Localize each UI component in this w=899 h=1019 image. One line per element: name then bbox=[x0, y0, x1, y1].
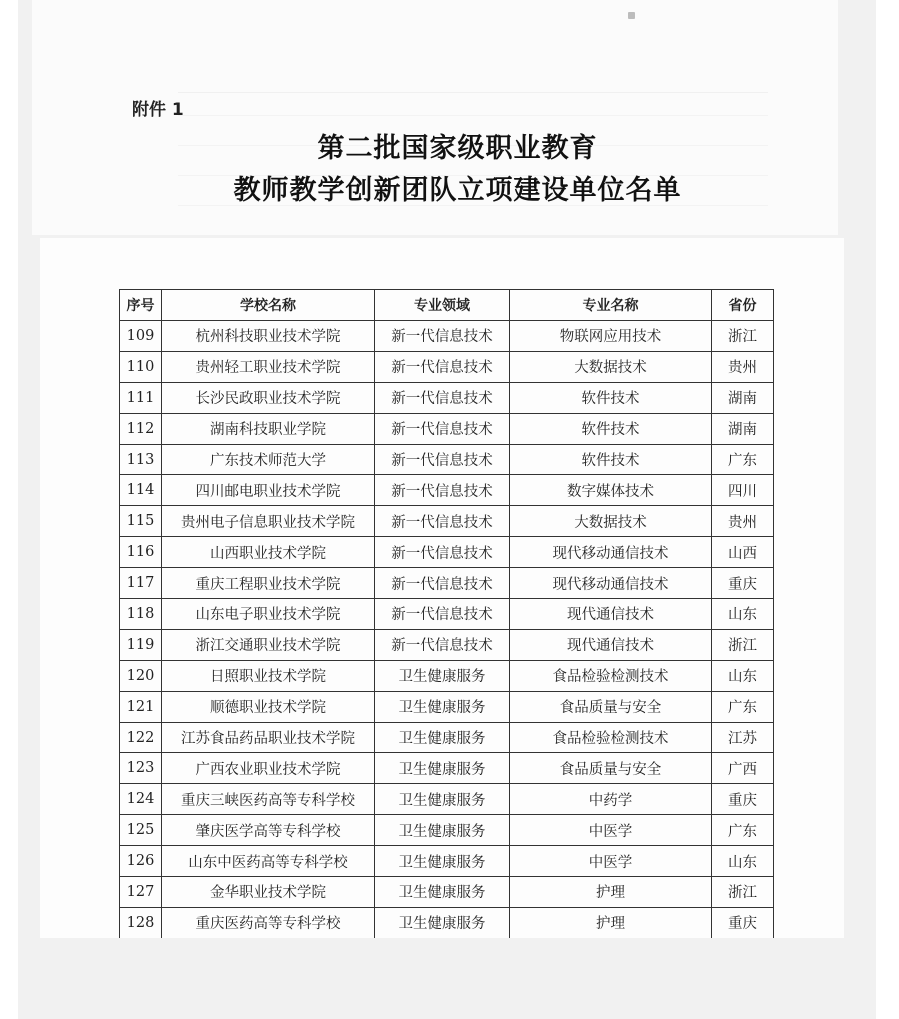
cell-index: 125 bbox=[120, 815, 162, 846]
cell-index: 119 bbox=[120, 629, 162, 660]
table-row bbox=[120, 629, 774, 660]
cell-index: 122 bbox=[120, 722, 162, 753]
cell-field: 新一代信息技术 bbox=[375, 475, 510, 506]
cell-school: 贵州轻工职业技术学院 bbox=[162, 351, 375, 382]
header-field: 专业领域 bbox=[375, 290, 510, 321]
cell-index: 120 bbox=[120, 660, 162, 691]
unit-list-table bbox=[119, 289, 774, 939]
cell-school: 山西职业技术学院 bbox=[162, 537, 375, 568]
cell-province: 山西 bbox=[712, 537, 774, 568]
cell-field: 新一代信息技术 bbox=[375, 413, 510, 444]
attachment-label: 附件 1 bbox=[132, 100, 184, 120]
cell-field: 卫生健康服务 bbox=[375, 846, 510, 877]
table-row bbox=[120, 691, 774, 722]
cell-major: 物联网应用技术 bbox=[510, 321, 712, 352]
cell-field: 卫生健康服务 bbox=[375, 815, 510, 846]
cell-index: 113 bbox=[120, 444, 162, 475]
cell-index: 115 bbox=[120, 506, 162, 537]
cell-province: 浙江 bbox=[712, 877, 774, 908]
table-row bbox=[120, 351, 774, 382]
table-row bbox=[120, 568, 774, 599]
table-row bbox=[120, 753, 774, 784]
cell-major: 食品质量与安全 bbox=[510, 753, 712, 784]
cell-school: 金华职业技术学院 bbox=[162, 877, 375, 908]
table-row bbox=[120, 382, 774, 413]
cell-school: 杭州科技职业技术学院 bbox=[162, 321, 375, 352]
cell-major: 现代通信技术 bbox=[510, 629, 712, 660]
cell-field: 卫生健康服务 bbox=[375, 722, 510, 753]
cell-school: 广西农业职业技术学院 bbox=[162, 753, 375, 784]
cell-field: 新一代信息技术 bbox=[375, 537, 510, 568]
page-bottom-margin bbox=[40, 938, 844, 1019]
table-row bbox=[120, 815, 774, 846]
table-row bbox=[120, 537, 774, 568]
table-row bbox=[120, 660, 774, 691]
table-row bbox=[120, 846, 774, 877]
cell-major: 食品检验检测技术 bbox=[510, 660, 712, 691]
cell-province: 重庆 bbox=[712, 784, 774, 815]
cell-field: 卫生健康服务 bbox=[375, 660, 510, 691]
cell-major: 中医学 bbox=[510, 846, 712, 877]
cell-school: 重庆三峡医药高等专科学校 bbox=[162, 784, 375, 815]
cell-index: 123 bbox=[120, 753, 162, 784]
cell-province: 广东 bbox=[712, 444, 774, 475]
cell-school: 广东技术师范大学 bbox=[162, 444, 375, 475]
cell-field: 新一代信息技术 bbox=[375, 321, 510, 352]
table-row bbox=[120, 784, 774, 815]
table-body bbox=[120, 321, 774, 939]
cell-major: 中药学 bbox=[510, 784, 712, 815]
cell-index: 111 bbox=[120, 382, 162, 413]
cell-field: 新一代信息技术 bbox=[375, 599, 510, 630]
cell-field: 卫生健康服务 bbox=[375, 691, 510, 722]
cell-major: 食品质量与安全 bbox=[510, 691, 712, 722]
table-header-row bbox=[120, 290, 774, 321]
cell-field: 卫生健康服务 bbox=[375, 907, 510, 938]
cell-province: 四川 bbox=[712, 475, 774, 506]
cell-school: 四川邮电职业技术学院 bbox=[162, 475, 375, 506]
cell-province: 广西 bbox=[712, 753, 774, 784]
table-row bbox=[120, 321, 774, 352]
cell-major: 现代移动通信技术 bbox=[510, 568, 712, 599]
cell-province: 贵州 bbox=[712, 351, 774, 382]
cell-major: 数字媒体技术 bbox=[510, 475, 712, 506]
cell-province: 浙江 bbox=[712, 629, 774, 660]
cell-province: 广东 bbox=[712, 815, 774, 846]
cell-index: 126 bbox=[120, 846, 162, 877]
cell-major: 软件技术 bbox=[510, 413, 712, 444]
cell-index: 118 bbox=[120, 599, 162, 630]
cell-province: 湖南 bbox=[712, 413, 774, 444]
cell-major: 食品检验检测技术 bbox=[510, 722, 712, 753]
cell-school: 长沙民政职业技术学院 bbox=[162, 382, 375, 413]
cell-major: 现代通信技术 bbox=[510, 599, 712, 630]
cell-school: 山东电子职业技术学院 bbox=[162, 599, 375, 630]
header-major: 专业名称 bbox=[510, 290, 712, 321]
table-row bbox=[120, 444, 774, 475]
cell-province: 山东 bbox=[712, 660, 774, 691]
header-school: 学校名称 bbox=[162, 290, 375, 321]
cell-index: 127 bbox=[120, 877, 162, 908]
table-row bbox=[120, 475, 774, 506]
cell-field: 卫生健康服务 bbox=[375, 753, 510, 784]
cell-field: 新一代信息技术 bbox=[375, 629, 510, 660]
cell-index: 109 bbox=[120, 321, 162, 352]
cell-school: 山东中医药高等专科学校 bbox=[162, 846, 375, 877]
scan-mark bbox=[628, 12, 635, 19]
cell-index: 128 bbox=[120, 907, 162, 938]
cell-school: 重庆医药高等专科学校 bbox=[162, 907, 375, 938]
cell-index: 116 bbox=[120, 537, 162, 568]
cell-school: 浙江交通职业技术学院 bbox=[162, 629, 375, 660]
cell-major: 中医学 bbox=[510, 815, 712, 846]
cell-field: 新一代信息技术 bbox=[375, 444, 510, 475]
table-row bbox=[120, 877, 774, 908]
cell-major: 软件技术 bbox=[510, 382, 712, 413]
cell-school: 湖南科技职业学院 bbox=[162, 413, 375, 444]
cell-major: 现代移动通信技术 bbox=[510, 537, 712, 568]
cell-field: 新一代信息技术 bbox=[375, 351, 510, 382]
cell-province: 贵州 bbox=[712, 506, 774, 537]
table-row bbox=[120, 413, 774, 444]
cell-index: 121 bbox=[120, 691, 162, 722]
cell-index: 124 bbox=[120, 784, 162, 815]
cell-index: 114 bbox=[120, 475, 162, 506]
cell-major: 大数据技术 bbox=[510, 506, 712, 537]
cell-school: 重庆工程职业技术学院 bbox=[162, 568, 375, 599]
cell-school: 江苏食品药品职业技术学院 bbox=[162, 722, 375, 753]
cell-index: 117 bbox=[120, 568, 162, 599]
cell-province: 浙江 bbox=[712, 321, 774, 352]
table-row bbox=[120, 599, 774, 630]
cell-major: 大数据技术 bbox=[510, 351, 712, 382]
document-title-line1: 第二批国家级职业教育 bbox=[317, 133, 598, 164]
cell-field: 新一代信息技术 bbox=[375, 382, 510, 413]
cell-field: 新一代信息技术 bbox=[375, 568, 510, 599]
cell-index: 110 bbox=[120, 351, 162, 382]
cell-province: 广东 bbox=[712, 691, 774, 722]
table-row bbox=[120, 907, 774, 938]
cell-field: 新一代信息技术 bbox=[375, 506, 510, 537]
cell-province: 山东 bbox=[712, 846, 774, 877]
cell-school: 贵州电子信息职业技术学院 bbox=[162, 506, 375, 537]
header-index: 序号 bbox=[120, 290, 162, 321]
table-row bbox=[120, 506, 774, 537]
header-province: 省份 bbox=[712, 290, 774, 321]
cell-province: 重庆 bbox=[712, 907, 774, 938]
cell-province: 山东 bbox=[712, 599, 774, 630]
cell-major: 软件技术 bbox=[510, 444, 712, 475]
cell-province: 重庆 bbox=[712, 568, 774, 599]
cell-school: 肇庆医学高等专科学校 bbox=[162, 815, 375, 846]
cell-major: 护理 bbox=[510, 877, 712, 908]
cell-school: 日照职业技术学院 bbox=[162, 660, 375, 691]
cell-major: 护理 bbox=[510, 907, 712, 938]
document-title-line2: 教师教学创新团队立项建设单位名单 bbox=[233, 175, 682, 206]
cell-field: 卫生健康服务 bbox=[375, 877, 510, 908]
cell-school: 顺德职业技术学院 bbox=[162, 691, 375, 722]
cell-province: 江苏 bbox=[712, 722, 774, 753]
cell-province: 湖南 bbox=[712, 382, 774, 413]
cell-index: 112 bbox=[120, 413, 162, 444]
cell-field: 卫生健康服务 bbox=[375, 784, 510, 815]
table-row bbox=[120, 722, 774, 753]
